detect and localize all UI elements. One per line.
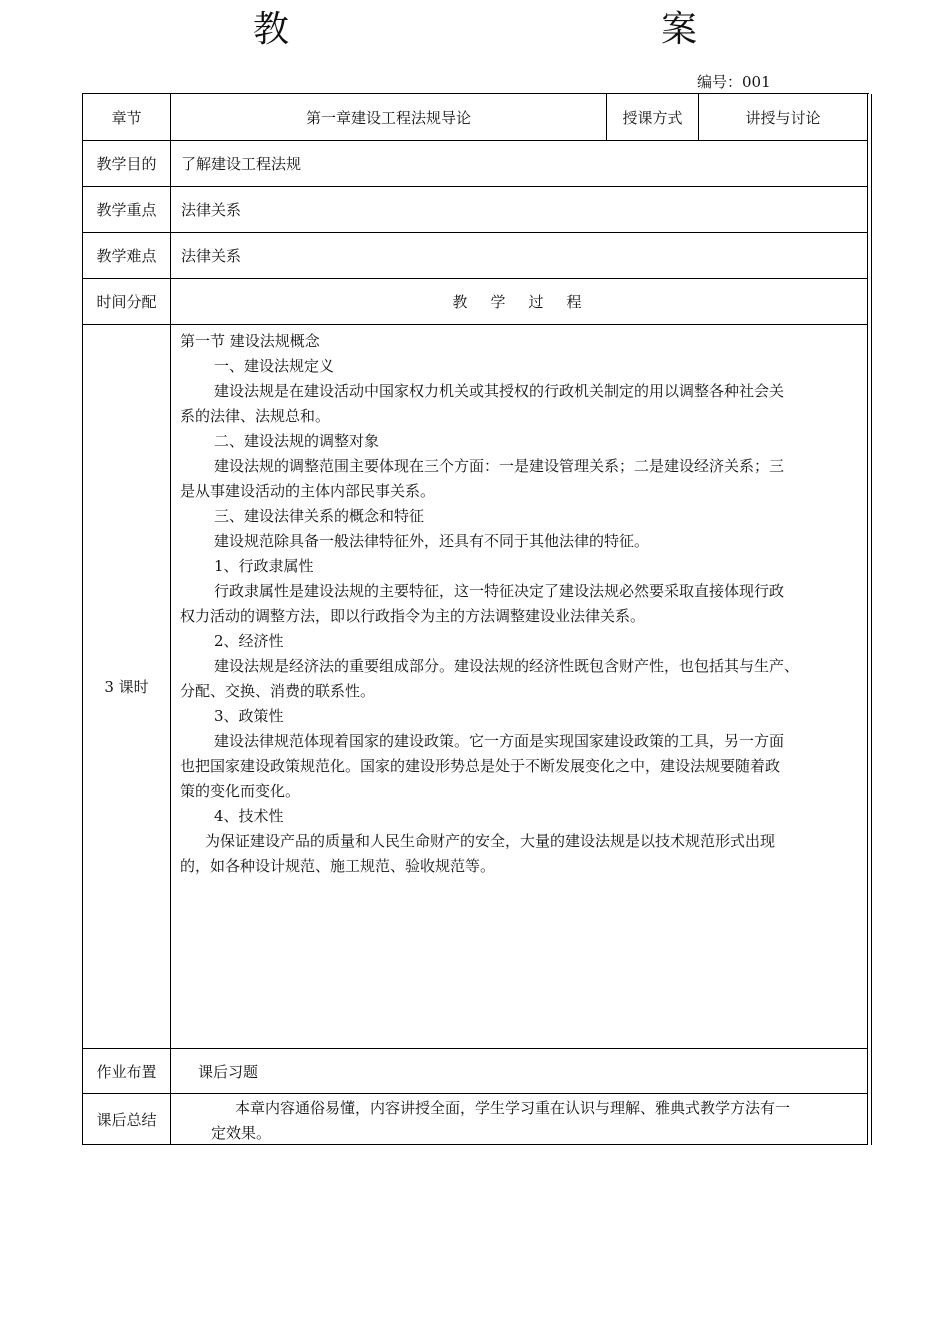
process-line: 二、建设法规的调整对象 [214, 432, 380, 450]
row-summary [83, 1094, 868, 1145]
row-homework [83, 1049, 868, 1094]
process-line: 建设法律规范体现着国家的建设政策。它一方面是实现国家建设政策的工具，另一方面 [214, 732, 785, 750]
process-line: 行政隶属性是建设法规的主要特征，这一特征决定了建设法规必然要采取直接体现行政 [214, 582, 785, 600]
teaching-process-header: 教 学 过 程 [171, 279, 868, 324]
process-line: 建设规范除具备一般法律特征外，还具有不同于其他法律的特征。 [214, 532, 650, 550]
lesson-plan-table [82, 93, 869, 1145]
process-line: 权力活动的调整方法，即以行政指令为主的方法调整建设业法律关系。 [180, 607, 646, 625]
process-line: 为保证建设产品的质量和人民生命财产的安全，大量的建设法规是以技术规范形式出现 [205, 832, 776, 850]
homework-value: 课后习题 [171, 1049, 868, 1093]
process-line: 2、经济性 [214, 632, 284, 650]
process-line: 建设法规的调整范围主要体现在三个方面：一是建设管理关系；二是建设经济关系；三 [214, 457, 785, 475]
time-allocation-label: 时间分配 [83, 279, 171, 324]
class-hours: 3 课时 [83, 325, 171, 1048]
process-line: 建设法规是在建设活动中国家权力机关或其授权的行政机关制定的用以调整各种社会关 [214, 382, 785, 400]
process-line: 的，如各种设计规范、施工规范、验收规范等。 [180, 857, 496, 875]
process-line: 4、技术性 [214, 807, 284, 825]
process-line: 3、政策性 [214, 707, 284, 725]
row-teaching-process [83, 325, 868, 1049]
row-goal [83, 141, 868, 187]
process-line: 三、建设法律关系的概念和特征 [214, 507, 425, 525]
teaching-process-content [171, 325, 868, 1048]
summary-line-1: 本章内容通俗易懂，内容讲授全面，学生学习重在认识与理解、雅典式教学方法有一 [235, 1099, 791, 1117]
difficulty-label: 教学难点 [83, 233, 171, 278]
process-line: 策的变化而变化。 [180, 782, 301, 800]
document-number: 编号：001 [697, 73, 771, 91]
goal-value: 了解建设工程法规 [171, 141, 868, 186]
row-key-point [83, 187, 868, 233]
method-label: 授课方式 [607, 94, 699, 140]
chapter-label: 章节 [83, 94, 171, 140]
chapter-value: 第一章建设工程法规导论 [171, 94, 607, 140]
summary-line-2: 定效果。 [211, 1124, 272, 1142]
row-difficulty [83, 233, 868, 279]
process-line: 系的法律、法规总和。 [180, 407, 331, 425]
process-line: 建设法规是经济法的重要组成部分。建设法规的经济性既包含财产性，也包括其与生产、 [214, 657, 800, 675]
row-chapter [83, 94, 868, 141]
summary-label: 课后总结 [83, 1094, 171, 1144]
goal-label: 教学目的 [83, 141, 171, 186]
process-line: 1、行政隶属性 [214, 557, 314, 575]
difficulty-value: 法律关系 [171, 233, 868, 278]
row-time-allocation [83, 279, 868, 325]
summary-value [171, 1094, 868, 1144]
key-point-value: 法律关系 [171, 187, 868, 232]
process-line: 分配、交换、消费的联系性。 [180, 682, 376, 700]
process-line: 一、建设法规定义 [214, 357, 335, 375]
method-value: 讲授与讨论 [699, 94, 868, 140]
homework-label: 作业布置 [83, 1049, 171, 1093]
key-point-label: 教学重点 [83, 187, 171, 232]
process-line: 是从事建设活动的主体内部民事关系。 [180, 482, 436, 500]
process-line: 第一节 建设法规概念 [180, 332, 320, 350]
document-title: 教 案 [252, 9, 797, 50]
process-line: 也把国家建设政策规范化。国家的建设形势总是处于不断发展变化之中，建设法规要随着政 [180, 757, 781, 775]
